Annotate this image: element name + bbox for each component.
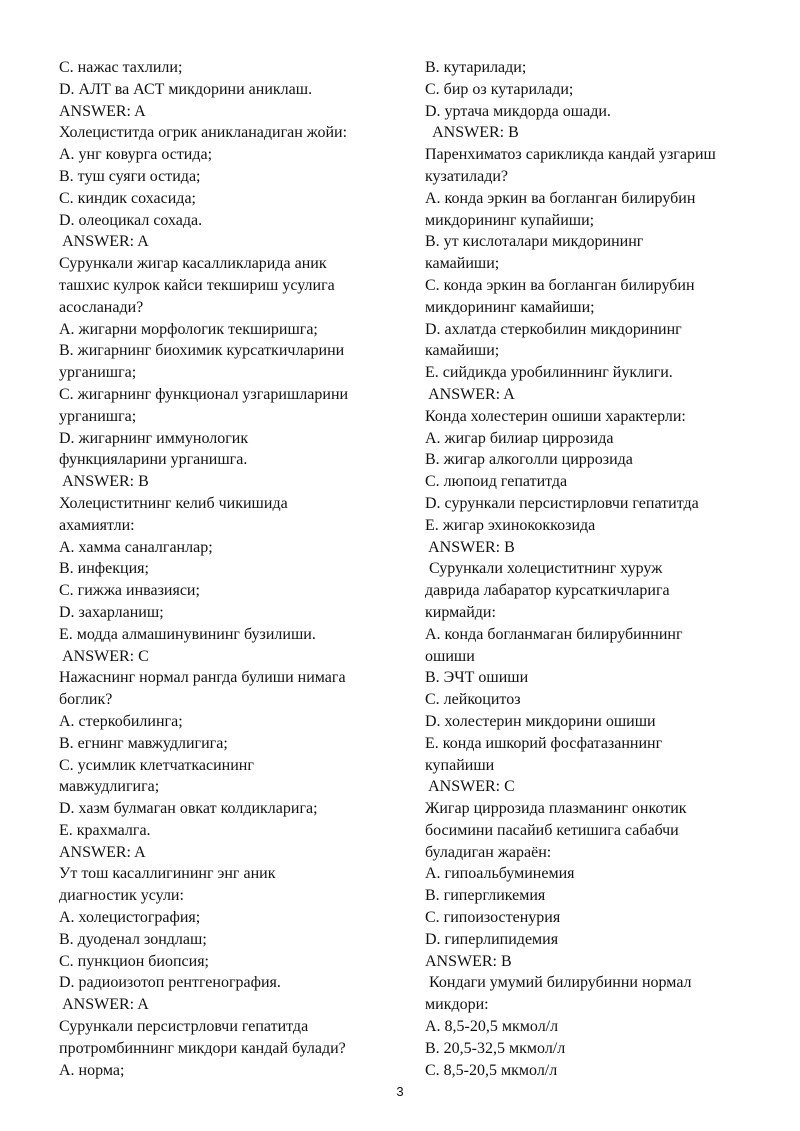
text-line: B. кутарилади; [425,59,527,76]
text-line: ANSWER: C [59,647,149,665]
text-line: C. усимлик клетчаткасининг [59,756,254,774]
text-line: ошиши [425,647,475,665]
text-line: босимини пасайиб кетишига сабабчи [425,821,679,839]
text-line: A. гипоальбуминемия [425,865,575,883]
text-line: буладиган жараён: [425,843,552,861]
text-line: Ут тош касаллигининг энг аник [59,865,276,883]
text-line: Сурункали холециститнинг хуруж [425,560,663,578]
page-number: 3 [396,1084,404,1099]
text-line: B. 20,5-32,5 мкмол/л [425,1039,566,1057]
text-line: C. нажас тахлили; [59,59,183,76]
text-line: ANSWER: A [59,843,146,861]
text-line: Холециститда огрик аникланадиган жойи: [59,124,348,142]
text-line: микдорининг камайиши; [425,298,595,316]
text-line: D. захарланиш; [59,603,164,621]
text-line: C. 8,5-20,5 мкмол/л [425,1061,558,1079]
text-line: ANSWER: C [425,778,515,796]
text-line: A. стеркобилинга; [59,712,183,730]
text-line: Кондаги умумий билирубинни нормал [425,974,692,992]
text-line: D. жигарнинг иммунологик [59,429,249,447]
text-line: A. 8,5-20,5 мкмол/л [425,1018,559,1036]
text-line: B. егнинг мавжудлигига; [59,734,228,752]
text-line: C. гипоизостенурия [425,909,561,927]
right-text-column [425,57,765,1081]
text-line: C. лейкоцитоз [425,691,521,709]
text-line: A. холецистография; [59,909,201,927]
text-line: C. люпоид гепатитда [425,473,568,491]
text-line: кирмайди: [425,603,496,621]
text-line: B. ЭЧТ ошиши [425,669,529,687]
text-line: Сурункали жигар касалликларида аник [59,255,327,273]
text-line: ANSWER: B [425,538,515,556]
text-line: протромбиннинг микдори кандай булади? [59,1039,346,1057]
text-line: асосланади? [59,298,144,316]
text-line: D. уртача микдорда ошади. [425,102,611,120]
text-line: E. сийдикда уробилиннинг йуклиги. [425,364,673,382]
text-line: A. конда богланмаган билирубиннинг [425,625,683,643]
text-line: C. гижжа инвазияси; [59,582,200,600]
text-line: E. конда ишкорий фосфатазаннинг [425,734,663,752]
text-line: D. олеоцикал сохада. [59,211,203,229]
text-line: E. жигар эхинококкозида [425,516,596,534]
text-line: D. радиоизотоп рентгенография. [59,974,281,992]
text-line: Конда холестерин ошиши характерли: [425,407,686,425]
text-line: камайиши; [425,342,500,360]
text-line: ANSWER: B [59,473,149,491]
text-line: Холециститнинг келиб чикишида [59,494,288,512]
text-line: урганишга; [59,364,137,382]
text-line: B. жигарнинг биохимик курсаткичларини [59,342,345,360]
text-line: B. дуоденал зондлаш; [59,930,207,948]
text-line: B. жигар алкоголли циррозида [425,451,633,469]
text-line: ANSWER: A [59,102,146,120]
text-line: B. гипергликемия [425,887,546,905]
text-line: D. АЛТ ва АСТ микдорини аниклаш. [59,80,313,98]
text-line: B. ут кислоталари микдорининг [425,233,644,251]
text-line: ANSWER: A [425,385,515,403]
text-line: Жигар циррозида плазманинг онкотик [425,800,687,818]
text-line: ахамиятли: [59,516,135,534]
text-line: даврида лабаратор курсаткичларига [425,582,670,600]
text-line: ANSWER: B [425,952,512,970]
text-line: D. ахлатда стеркобилин микдорининг [425,320,682,338]
text-line: Сурункали персистрловчи гепатитда [59,1018,309,1036]
text-line: мавжудлигига; [59,778,160,796]
text-line: функцияларини урганишга. [59,451,248,469]
text-line: кузатилади? [425,167,508,185]
text-line: D. сурункали персистирловчи гепатитда [425,494,699,512]
text-line: C. киндик сохасида; [59,189,196,207]
text-line: ташхис кулрок кайси текшириш усулига [59,276,335,294]
text-line: боглик? [59,691,113,709]
text-line: C. бир оз кутарилади; [425,80,574,98]
text-line: микдори: [425,996,489,1014]
text-line: A. жигар билиар циррозида [425,429,614,447]
text-line: камайиши; [425,255,500,273]
text-line: купайиши [425,756,495,774]
text-line: ANSWER: A [59,233,149,251]
text-line: D. холестерин микдорини ошиши [425,712,656,730]
text-line: урганишга; [59,407,137,425]
text-line: микдорининг купайиши; [425,211,595,229]
text-line: C. жигарнинг функционал узгаришларини [59,385,349,403]
text-line: B. инфекция; [59,560,149,578]
text-line: ANSWER: A [59,996,149,1014]
text-line: A. унг ковурга остида; [59,146,213,164]
text-line: ANSWER: B [425,124,519,142]
text-line: A. хамма саналганлар; [59,538,213,556]
text-line: E. крахмалга. [59,821,151,839]
text-line: D. хазм булмаган овкат колдикларига; [59,800,318,818]
text-line: Нажаснинг нормал рангда булиши нимага [59,669,346,687]
text-line: B. туш суяги остида; [59,167,201,185]
text-line: диагностик усули: [59,887,184,905]
text-line: C. пункцион биопсия; [59,952,209,970]
text-line: E. модда алмашинувининг бузилиши. [59,625,316,643]
left-text-column [59,57,389,1081]
text-line: C. конда эркин ва богланган билирубин [425,276,695,294]
text-line: D. гиперлипидемия [425,930,559,948]
text-line: A. конда эркин ва богланган билирубин [425,189,696,207]
text-line: A. жигарни морфологик текширишга; [59,320,318,338]
text-line: Паренхиматоз сарикликда кандай узгариш [425,146,716,164]
text-line: A. норма; [59,1061,125,1079]
